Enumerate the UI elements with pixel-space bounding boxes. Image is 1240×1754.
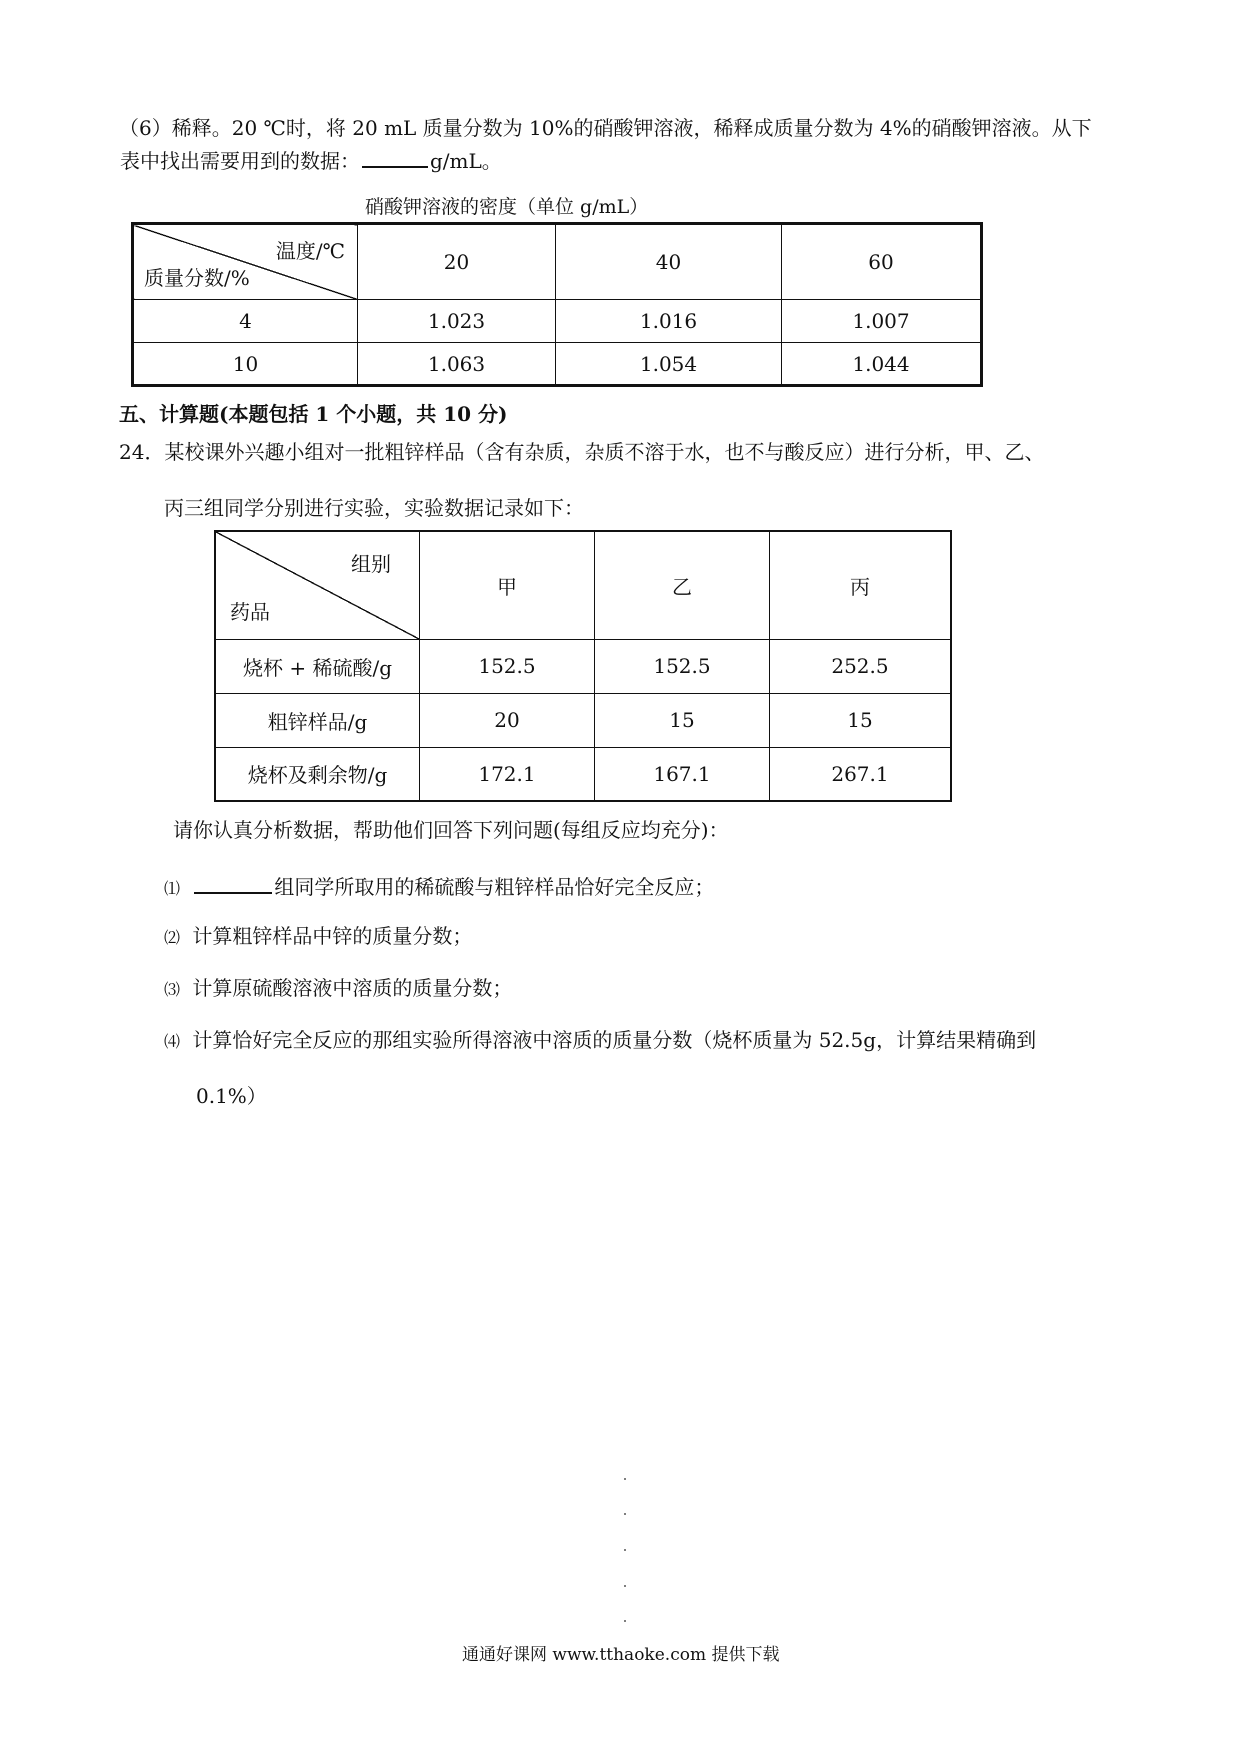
q6-line2-prefix: 表中找出需要用到的数据： — [120, 149, 360, 173]
table-cell: 152.5 — [420, 639, 595, 693]
column-header-40: 40 — [556, 224, 782, 300]
sub-question-text: 组同学所取用的稀硫酸与粗锌样品恰好完全反应； — [274, 875, 715, 899]
row-label: 烧杯及剩余物/g — [215, 747, 420, 801]
decorative-dot — [624, 1585, 626, 1587]
sub-question-text: 计算恰好完全反应的那组实验所得溶液中溶质的质量分数（烧杯质量为 52.5g，计算结果精确到 — [192, 1028, 1037, 1052]
column-header-jia: 甲 — [420, 531, 595, 639]
q6-line1: （6）稀释。20 ℃时，将 20 mL 质量分数为 10%的硝酸钾溶液，稀释成质量分数为 4%的硝酸钾溶液。从下 — [119, 116, 1092, 140]
table-cell: 152.5 — [595, 639, 770, 693]
table-cell: 1.063 — [358, 343, 556, 386]
q24-line1: 24．某校课外兴趣小组对一批粗锌样品（含有杂质，杂质不溶于水，也不与酸反应）进行分析，甲、乙、 — [119, 440, 1045, 464]
section-heading: 五、计算题(本题包括 1 个小题，共 10 分) — [119, 402, 508, 426]
sub-question-number: ⑵ — [164, 928, 181, 947]
sub-question-text: 计算粗锌样品中锌的质量分数； — [192, 924, 473, 948]
q6-line2 — [120, 146, 502, 173]
table-cell: 267.1 — [770, 747, 952, 801]
page-footer: 通通好课网 www.tthaoke.com 提供下载 — [462, 1645, 780, 1665]
table-cell: 20 — [420, 693, 595, 747]
table-cell: 167.1 — [595, 747, 770, 801]
sub-question-1 — [164, 872, 714, 901]
table-cell: 1.007 — [782, 300, 982, 343]
column-header-bing: 丙 — [770, 531, 952, 639]
sub-question-2 — [164, 924, 472, 950]
table-cell: 15 — [595, 693, 770, 747]
q6-line2-suffix: g/mL。 — [430, 149, 502, 173]
corner-label-group: 组别 — [351, 552, 391, 576]
table-cell: 252.5 — [770, 639, 952, 693]
column-header-20: 20 — [358, 224, 556, 300]
table-cell: 1.023 — [358, 300, 556, 343]
table-row — [215, 639, 951, 693]
column-header-60: 60 — [782, 224, 982, 300]
corner-label-reagent: 药品 — [230, 599, 270, 624]
row-label: 粗锌样品/g — [215, 693, 420, 747]
sub-question-number: ⑴ — [164, 879, 181, 898]
table-cell: 15 — [770, 693, 952, 747]
table-cell: 172.1 — [420, 747, 595, 801]
sub-question-number: ⑷ — [164, 1032, 181, 1051]
table-row — [215, 747, 951, 801]
column-header-yi: 乙 — [595, 531, 770, 639]
table-row — [215, 693, 951, 747]
density-table-caption: 硝酸钾溶液的密度（单位 g/mL） — [365, 196, 649, 218]
corner-label-mass-fraction: 质量分数/% — [144, 266, 250, 290]
table-cell: 1.016 — [556, 300, 782, 343]
sub-question-3 — [164, 976, 512, 1002]
table-row — [133, 343, 982, 386]
q24-line2: 丙三组同学分别进行实验，实验数据记录如下： — [164, 496, 584, 520]
decorative-dot — [624, 1478, 626, 1480]
sub-question-text: 计算原硫酸溶液中溶质的质量分数； — [192, 976, 513, 1000]
row-label: 10 — [133, 343, 358, 386]
zinc-table-corner-cell — [215, 531, 420, 639]
row-label: 烧杯 + 稀硫酸/g — [215, 639, 420, 693]
sub-question-4 — [164, 1028, 1036, 1054]
table-row — [133, 300, 982, 343]
table-cell: 1.054 — [556, 343, 782, 386]
decorative-dot — [624, 1549, 626, 1551]
density-table — [131, 222, 983, 387]
instructions: 请你认真分析数据，帮助他们回答下列问题(每组反应均充分)： — [173, 818, 729, 842]
decorative-dot — [624, 1620, 626, 1622]
density-table-corner-cell — [133, 224, 358, 300]
answer-blank-q6[interactable] — [362, 146, 428, 168]
sub-question-number: ⑶ — [164, 980, 181, 999]
decorative-dot — [624, 1513, 626, 1515]
zinc-sample-table — [214, 530, 952, 802]
corner-label-temperature: 温度/℃ — [275, 239, 345, 263]
table-cell: 1.044 — [782, 343, 982, 386]
answer-blank-group[interactable] — [194, 872, 272, 894]
row-label: 4 — [133, 300, 358, 343]
sub-question-4-continuation: 0.1%） — [196, 1084, 267, 1108]
